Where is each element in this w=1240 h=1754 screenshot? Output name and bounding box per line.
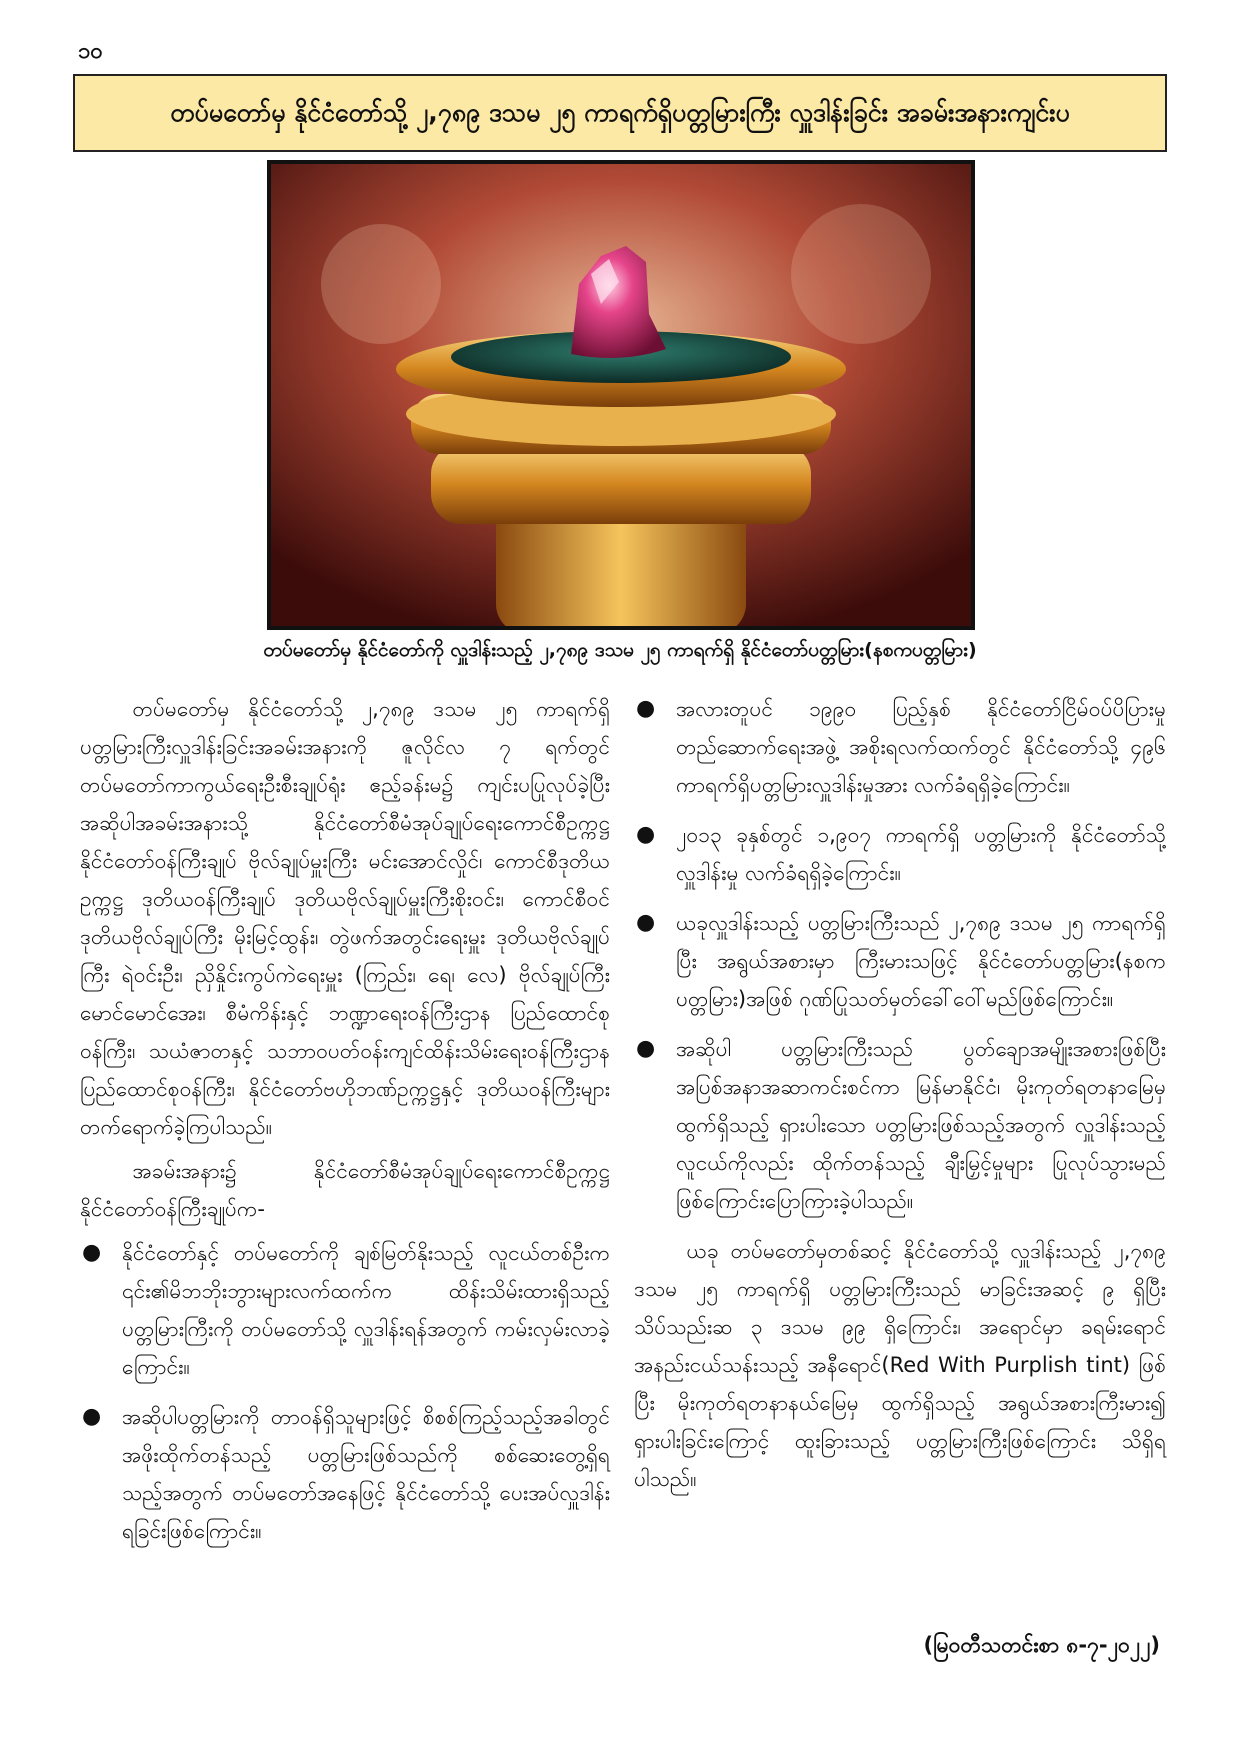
right-bullet-list — [634, 690, 1166, 1220]
list-item: ● ယခုလှူဒါန်းသည့် ပတ္တမြားကြီးသည် ၂,၇၈၉ ဒသမ ၂၅ ကာရက်ရှိပြီး အရွယ်အစားမှာ ကြီးမားသဖြင့် နိုင်ငံတော်ပတ္တမြား(နစကပတ္တမြား)အဖြစ် ဂုဏ်ပြုသတ်မှတ်ခေါ်ဝေါ်မည်ဖြစ်ကြောင်း။ — [634, 904, 1166, 1018]
list-item: ● အလားတူပင် ၁၉၉၀ ပြည့်နှစ် နိုင်ငံတော်ငြိမ်ဝပ်ပိပြားမှု တည်ဆောက်ရေးအဖွဲ့ အစိုးရလက်ထက်တွင် နိုင်ငံတော်သို့ ၄၉၆ ကာရက်ရှိပတ္တမြားလှူဒါန်းမှုအား လက်ခံရရှိခဲ့ကြောင်း။ — [634, 690, 1166, 804]
left-bullet-list — [80, 1234, 610, 1550]
list-item: ● အဆိုပါ ပတ္တမြားကြီးသည် ပွတ်ချောအမျိုးအစားဖြစ်ပြီး အပြစ်အနာအဆာကင်းစင်ကာ မြန်မာနိုင်ငံ၊ မိုးကုတ်ရတနာမြေမှ ထွက်ရှိသည့် ရှားပါးသော ပတ္တမြားဖြစ်သည့်အတွက် လှူဒါန်းသည့်လူငယ်ကိုလည်း ထိုက်တန်သည့် ချီးမြှင့်မှုများ ပြုလုပ်သွားမည်ဖြစ်ကြောင်းပြောကြားခဲ့ပါသည်။ — [634, 1030, 1166, 1220]
ruby-on-pedestal-icon — [271, 164, 971, 626]
list-item: ● နိုင်ငံတော်နှင့် တပ်မတော်ကို ချစ်မြတ်နိုးသည့် လူငယ်တစ်ဦးက ၎င်း၏မိဘဘိုးဘွားများလက်ထက်က ထိန်းသိမ်းထားရှိသည့် ပတ္တမြားကြီးကို တပ်မတော်သို့ လှူဒါန်းရန်အတွက် ကမ်းလှမ်းလာခဲ့ကြောင်း။ — [80, 1234, 610, 1386]
closing-paragraph: ယခု တပ်မတော်မှတစ်ဆင့် နိုင်ငံတော်သို့ လှူဒါန်းသည့် ၂,၇၈၉ ဒသမ ၂၅ ကာရက်ရှိ ပတ္တမြားကြီးသည် မာခြင်းအဆင့် ၉ ရှိပြီး သိပ်သည်းဆ ၃ ဒသမ ၉၉ ရှိကြောင်း၊ အရောင်မှာ ခရမ်းရောင်အနည်းငယ်သန်းသည့် အနီရောင်(Red With Purplish tint) ဖြစ်ပြီး မိုးကုတ်ရတနာနယ်မြေမှ ထွက်ရှိသည့် အရွယ်အစားကြီးမား၍ ရှားပါးခြင်းကြောင့် ထူးခြားသည့် ပတ္တမြားကြီးဖြစ်ကြောင်း သိရှိရပါသည်။ — [634, 1239, 1166, 1491]
headline: တပ်မတော်မှ နိုင်ငံတော်သို့ ၂,၇၈၉ ဒသမ ၂၅ ကာရက်ရှိပတ္တမြားကြီး လှူဒါန်းခြင်း အခမ်းအနားကျင်းပ — [170, 97, 1070, 127]
bullet-icon: ● — [636, 1036, 656, 1061]
bullet-icon: ● — [82, 1404, 102, 1429]
source-citation: (မြဝတီသတင်းစာ ၈-၇-၂၀၂၂) — [923, 1633, 1160, 1657]
headline-banner — [73, 74, 1167, 152]
speech-intro-paragraph: အခမ်းအနား၌ နိုင်ငံတော်စီမံအုပ်ချုပ်ရေးကောင်စီဥက္ကဋ္ဌ နိုင်ငံတော်ဝန်ကြီးချုပ်က- — [80, 1159, 610, 1221]
bullet-icon: ● — [636, 910, 656, 935]
bullet-icon: ● — [636, 696, 656, 721]
page-number: ၁၀ — [78, 39, 103, 64]
list-item: ● အဆိုပါပတ္တမြားကို တာဝန်ရှိသူများဖြင့် စိစစ်ကြည့်သည့်အခါတွင် အဖိုးထိုက်တန်သည့် ပတ္တမြားဖြစ်သည်ကို စစ်ဆေးတွေ့ရှိရသည့်အတွက် တပ်မတော်အနေဖြင့် နိုင်ငံတော်သို့ ပေးအပ်လှူဒါန်းရခြင်းဖြစ်ကြောင်း။ — [80, 1398, 610, 1550]
bullet-icon: ● — [636, 822, 656, 847]
intro-paragraph: တပ်မတော်မှ နိုင်ငံတော်သို့ ၂,၇၈၉ ဒသမ ၂၅ ကာရက်ရှိ ပတ္တမြားကြီးလှူဒါန်းခြင်းအခမ်းအနားကို ဇူလိုင်လ ၇ ရက်တွင် တပ်မတော်ကာကွယ်ရေးဦးစီးချုပ်ရုံး ဧည့်ခန်းမ၌ ကျင်းပပြုလုပ်ခဲ့ပြီး အဆိုပါအခမ်းအနားသို့ နိုင်ငံတော်စီမံအုပ်ချုပ်ရေးကောင်စီဥက္ကဋ္ဌ နိုင်ငံတော်ဝန်ကြီးချုပ် ဗိုလ်ချုပ်မှူးကြီး မင်းအောင်လှိုင်၊ ကောင်စီဒုတိယဥက္ကဋ္ဌ ဒုတိယဝန်ကြီးချုပ် ဒုတိယဗိုလ်ချုပ်မှူးကြီးစိုးဝင်း၊ ကောင်စီဝင် ဒုတိယဗိုလ်ချုပ်ကြီး မိုးမြင့်ထွန်း၊ တွဲဖက်အတွင်းရေးမှူး ဒုတိယဗိုလ်ချုပ်ကြီး ရဲဝင်းဦး၊ ညှိနှိုင်းကွပ်ကဲရေးမှူး (ကြည်း၊ ရေ၊ လေ) ဗိုလ်ချုပ်ကြီး မောင်မောင်အေး၊ စီမံကိန်းနှင့် ဘဏ္ဍာရေးဝန်ကြီးဌာန ပြည်ထောင်စုဝန်ကြီး၊ သယံဇာတနှင့် သဘာဝပတ်ဝန်းကျင်ထိန်းသိမ်းရေးဝန်ကြီးဌာန ပြည်ထောင်စုဝန်ကြီး၊ နိုင်ငံတော်ဗဟိုဘဏ်ဥက္ကဋ္ဌနှင့် ဒုတိယဝန်ကြီးများ တက်ရောက်ခဲ့ကြပါသည်။ — [80, 697, 610, 1139]
left-column — [80, 690, 610, 1562]
photo-caption: တပ်မတော်မှ နိုင်ငံတော်ကို လှူဒါန်းသည့် ၂,၇၈၉ ဒသမ ၂၅ ကာရက်ရှိ နိုင်ငံတော်ပတ္တမြား(နစကပတ္တမြား) — [263, 639, 977, 661]
list-item: ● ၂၀၁၃ ခုနှစ်တွင် ၁,၉၀၇ ကာရက်ရှိ ပတ္တမြားကို နိုင်ငံတော်သို့ လှူဒါန်းမှု လက်ခံရရှိခဲ့ကြောင်း။ — [634, 816, 1166, 892]
ruby-photo — [267, 160, 975, 630]
right-column — [634, 690, 1166, 1504]
bullet-icon: ● — [82, 1240, 102, 1265]
